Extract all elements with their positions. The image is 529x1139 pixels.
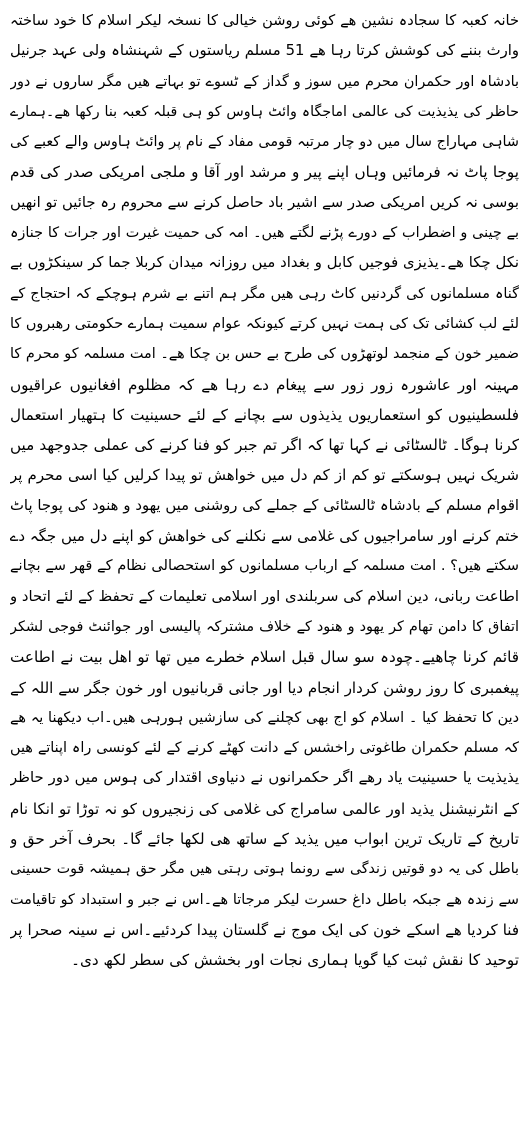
article-line: قائم کرنا چاھیے۔چودہ سو سال قبل اسلام خطرے میں تھا تو اھل بیت نے اطاعت (10, 648, 519, 667)
article-line: وارث بننے کی کوشش کرتا رہا ھے 51 مسلم ریاستوں کے شہنشاہ ولی عہد جرنیل (10, 42, 519, 60)
article-line: کہ مسلم حکمران طاغوتی راخشس کے دانت کھٹے کرنے کے لئے کونسی راہ اپناتے ھیں (10, 740, 519, 757)
article-line: گناہ مسلمانوں کی گردنیں کاٹ رہی ھیں مگر ہم اتنے بے شرم ہوچکے کہ احتجاج کے (10, 285, 519, 302)
article-line: مہینہ اور عاشورہ زور زور سے پیغام دے رہا ھے کہ مظلوم افغانیوں عراقیوں (10, 375, 519, 394)
article-line: باطل کی یہ دو قوتیں زندگی سے رونما ہوتی رہتی ھیں مگر حق ہمیشہ قوت حسینی (10, 861, 519, 878)
article-line: لئے لب کشائی تک کی ہمت نہیں کرتے کیونکہ عوام سمیت ہمارے حکومتی رھبروں کا (10, 315, 519, 332)
article-line: بوسی نہ کریں امریکی صدر سے اشیر باد حاصل کرنے سے محروم رہ جائیں تو انھیں (10, 193, 519, 211)
article-line: شریک نہیں ہوسکتے تو کم از کم دل میں خواھش تو پیدا کرلیں کیا اسی محرم پر (10, 466, 519, 485)
article-line: ضمیر خون کے منجمد لوتھڑوں کی طرح بے حس بن چکا ھے۔ امت مسلمہ کو محرم کا (10, 346, 519, 363)
article-line: فنا کردیا ھے اسکے خون کی ایک موج نے گلستان پیدا کردئیے۔اس نے سینہ صحرا پر (10, 920, 519, 939)
article-line: اقوام مسلم کے بادشاہ ٹالسٹائی کے جملے کی روشنی میں یھود و ھنود کی پوجا پاٹ (10, 496, 519, 514)
article-line: اطاعت ربانی، دین اسلام کی سربلندی اور اسلامی تعلیمات کے تحفظ کے لئے اتحاد و (10, 587, 519, 605)
article-line: توحید کا نقش ثبت کیا گویا ہماری نجات اور بخشش کی سطر لکھ دی۔ (71, 951, 519, 970)
article-line: اتفاق کا دامن تھام کر یھود و ھنود کے خلاف مشترکہ پالیسی اور جوائنٹ فوجی لشکر (10, 618, 519, 635)
article-line: کرنا ہوگا۔ ٹالسٹائی نے کہا تھا کہ اگر تم جبر کو فنا کرنے کی عملی جدوجھد میں (10, 436, 519, 455)
article-line: دین کا تحفظ کیا ۔ اسلام کو اج بھی کچلنے کی سازشیں ہورہی ھیں۔اب دیکھنا یہ ھے (10, 709, 519, 726)
article-line: فلسطینیوں کو استعماریوں یذیذوں سے بچانے کے لئے حسینیت کا ہتھیار استعمال (10, 405, 519, 424)
article-line: سے زندہ ھے جبکہ باطل داغ حسرت لیکر مرجاتا ھے۔اس نے جبر و استبداد کو تاقیامت (10, 891, 519, 908)
article-line: پوجا پاٹ نہ فرمائیں وہاں اپنے پیر و مرشد اور آقا و ملجی امریکی صدر کی قدم (10, 163, 519, 182)
article-line: سکتے ھیں؟ . امت مسلمہ کے ارباب مسلمانوں کو استحصالی نظام کے قھر سے بچانے (10, 557, 519, 575)
article-line: پیغمبری کا روز روشن کردار انجام دیا اور جانی قربانیوں اور خون جگر سے اللہ کے (10, 678, 519, 697)
article-line: تاریخ کے تاریک ترین ابواب میں یذید کے ساتھ ھی لکھا جائے گا۔ بحرف آخر حق و (10, 830, 519, 849)
article-line: شاہی مہاراج سال میں دو چار مرتبہ قومی مفاد کے نام پر وائٹ ہاوس والے کعبے کی (10, 134, 519, 151)
article-line: خانہ کعبہ کا سجادہ نشین ھے کوئی روشن خیالی کا نسخہ لیکر اسلام کا خود ساختہ (10, 12, 519, 29)
article-line: حاظر کی یذیذیت کی عالمی اماجگاہ وائٹ ہاوس کو ہی قبلہ کعبہ بنا رکھا ھے۔ہمارے (10, 103, 519, 120)
article-line: یذیذیت یا حسینیت یاد رھے اگر حکمرانوں نے دنیاوی اقتدار کی ہوس میں دور حاظر (10, 769, 519, 787)
article-line: نکل چکا ھے۔یذیزی فوجیں کابل و بغداد میں روزانہ میدان کربلا جما کر سینکڑوں بے (10, 254, 519, 272)
article-line: بے چینی و اضطراب کے دورے پڑنے لگتے ھیں۔ امہ کی حمیت غیرت اور جرات کا جنازہ (10, 225, 519, 242)
article-line: کے انٹرنیشنل یذید اور عالمی سامراج کی غلامی کی زنجیروں کو نہ توڑا تو انکا نام (10, 799, 519, 818)
article-line: ختم کرنے اور سامراجیوں کی غلامی سے نکلنے کی خواھش کو اپنے دل میں جگہ دے (10, 527, 519, 546)
article-line: بادشاہ اور حکمران محرم میں سوز و گداز کے ٹسوے تو بہاتے ھیں مگر ساروں نے دور (10, 73, 519, 90)
